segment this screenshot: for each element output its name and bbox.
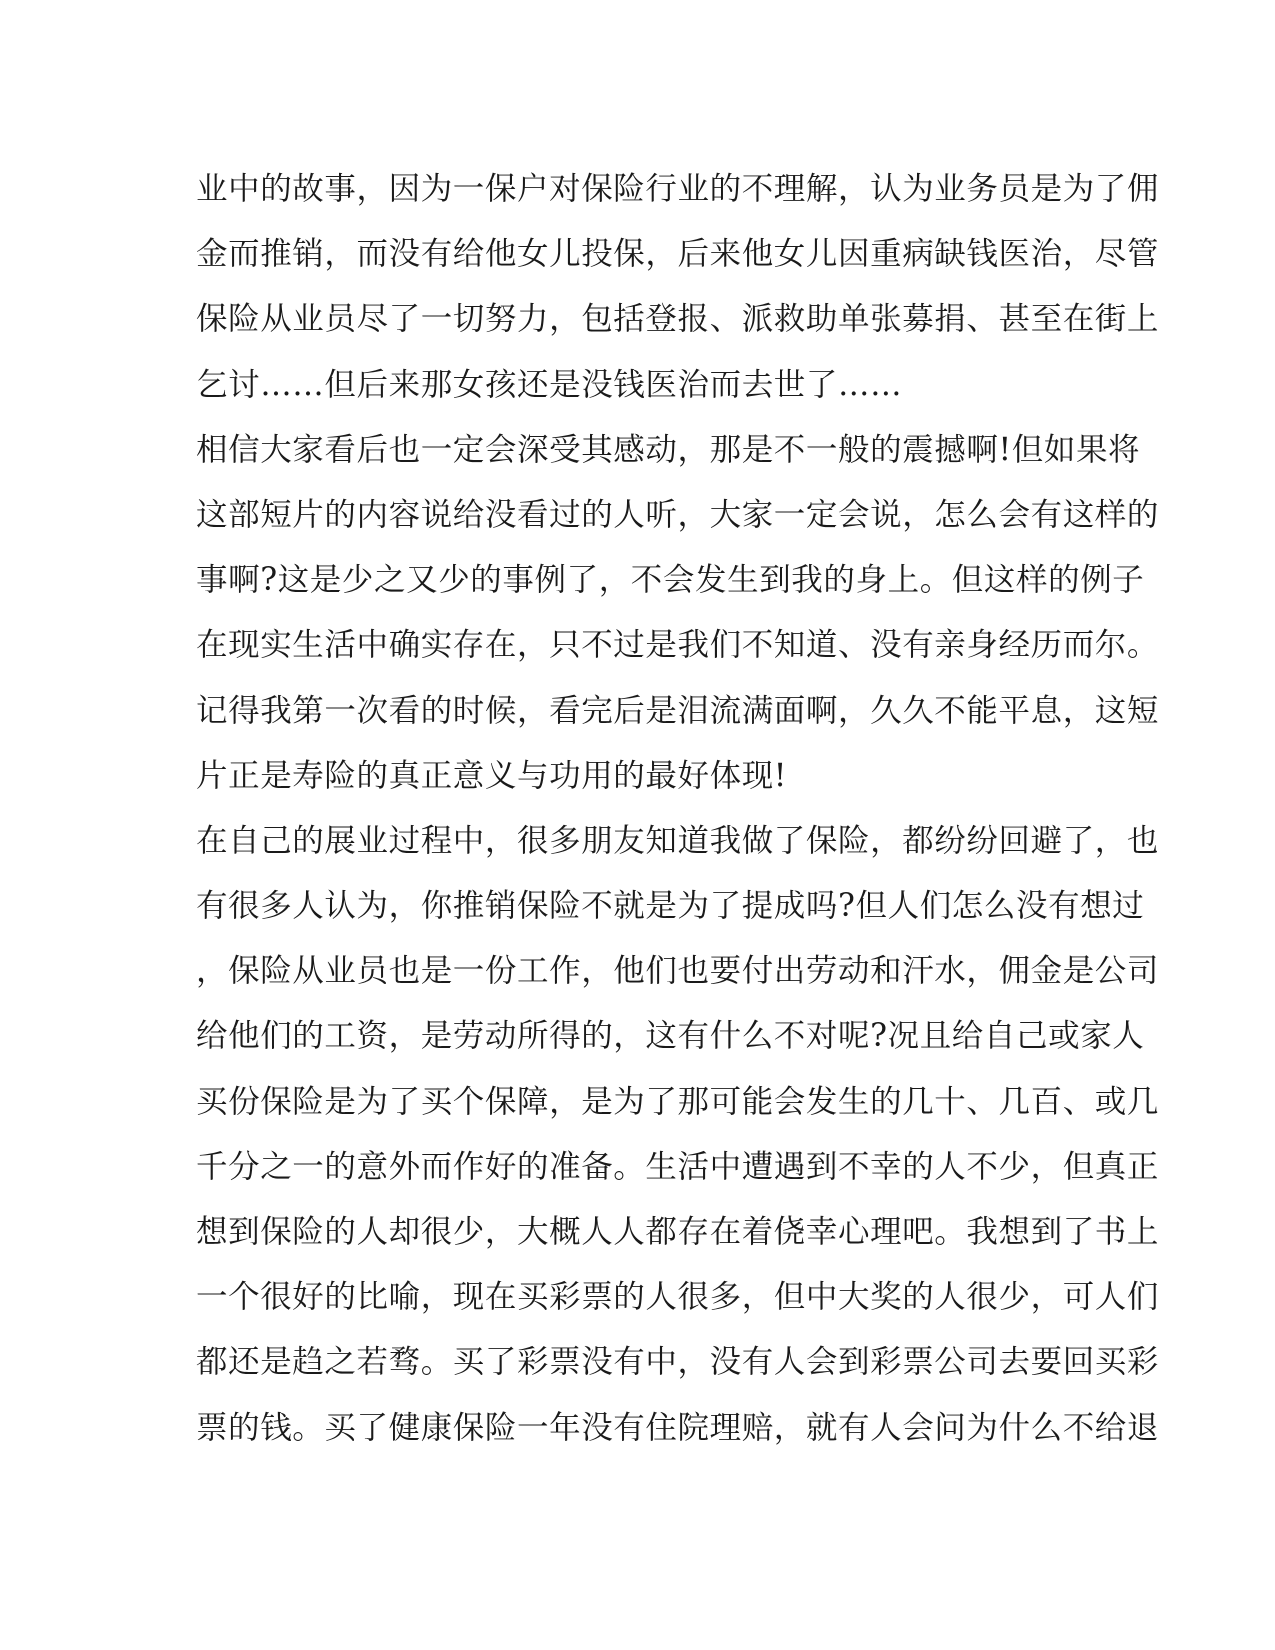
text-line: 记得我第一次看的时候，看完后是泪流满面啊，久久不能平息，这短 (196, 692, 1160, 729)
text-line: 事啊?这是少之又少的事例了，不会发生到我的身上。但这样的例子 (196, 562, 1145, 599)
text-line: 都还是趋之若骛。买了彩票没有中，没有人会到彩票公司去要回买彩 (196, 1344, 1160, 1381)
text-line: 想到保险的人却很少，大概人人都存在着侥幸心理吧。我想到了书上 (196, 1214, 1160, 1250)
text-line: 买份保险是为了买个保障，是为了那可能会发生的几十、几百、或几 (196, 1083, 1160, 1120)
text-line: 业中的故事，因为一保户对保险行业的不理解，认为业务员是为了佣 (196, 171, 1160, 207)
body-text (196, 157, 1160, 1461)
text-line: 一个很好的比喻，现在买彩票的人很多，但中大奖的人很少，可人们 (196, 1279, 1160, 1316)
text-line: 金而推销，而没有给他女儿投保，后来他女儿因重病缺钱医治，尽管 (196, 236, 1160, 273)
text-line: 相信大家看后也一定会深受其感动，那是不一般的震撼啊!但如果将 (196, 431, 1141, 468)
text-line: 乞讨……但后来那女孩还是没钱医治而去世了…… (196, 366, 903, 403)
text-line: 在自己的展业过程中，很多朋友知道我做了保险，都纷纷回避了，也 (196, 822, 1160, 859)
text-line: 这部短片的内容说给没看过的人听，大家一定会说，怎么会有这样的 (196, 496, 1160, 533)
text-line: 票的钱。买了健康保险一年没有住院理赔，就有人会问为什么不给退 (196, 1409, 1160, 1446)
text-line: 有很多人认为，你推销保险不就是为了提成吗?但人们怎么没有想过 (196, 888, 1145, 925)
text-line: 千分之一的意外而作好的准备。生活中遭遇到不幸的人不少，但真正 (196, 1148, 1160, 1185)
text-line: ，保险从业员也是一份工作，他们也要付出劳动和汗水，佣金是公司 (196, 953, 1160, 990)
text-line: 片正是寿险的真正意义与功用的最好体现! (196, 757, 788, 794)
text-line: 保险从业员尽了一切努力，包括登报、派救助单张募捐、甚至在街上 (196, 301, 1160, 338)
text-line: 给他们的工资，是劳动所得的，这有什么不对呢?况且给自己或家人 (196, 1018, 1145, 1055)
text-line: 在现实生活中确实存在，只不过是我们不知道、没有亲身经历而尔。 (196, 627, 1160, 664)
